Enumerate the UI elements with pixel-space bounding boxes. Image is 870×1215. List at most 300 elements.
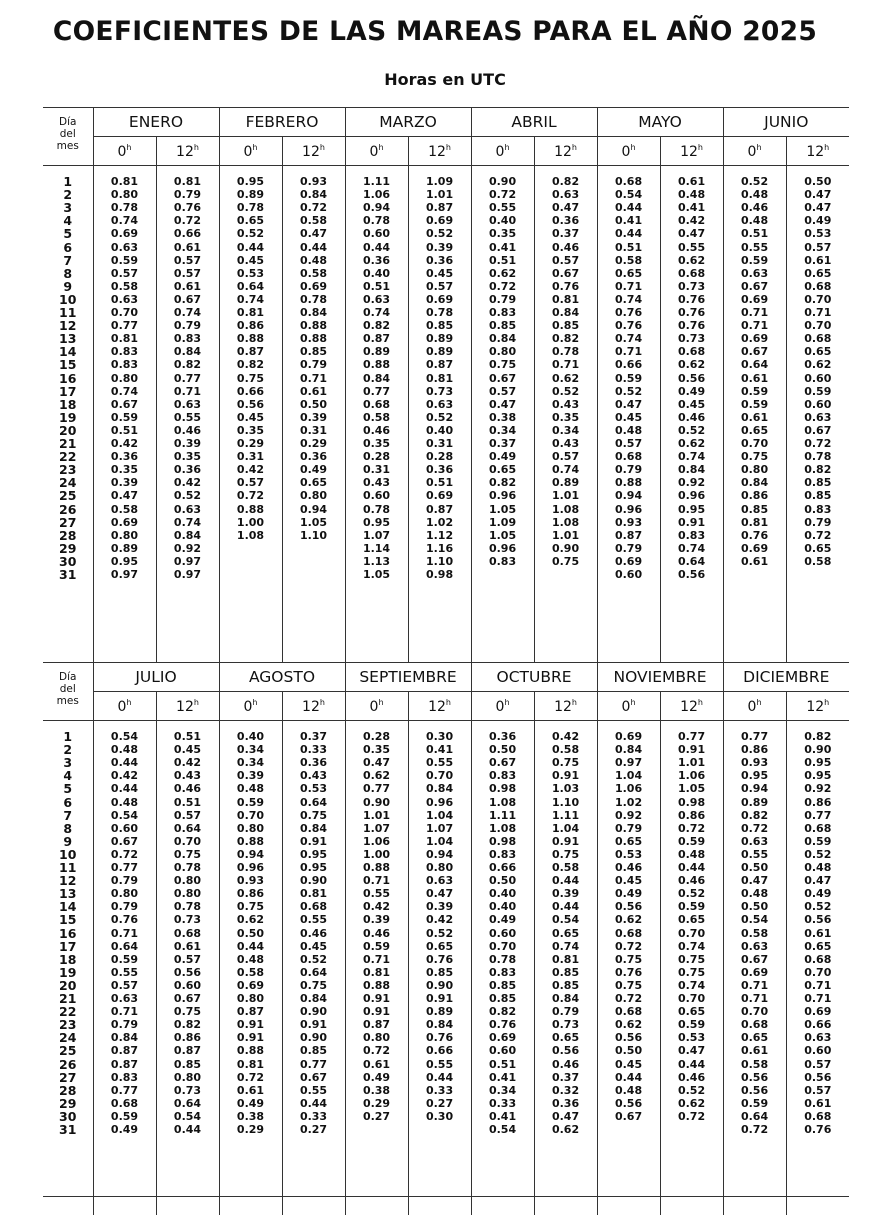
value-group <box>220 175 282 241</box>
value-group <box>94 175 156 241</box>
coef-value: 0.57 <box>535 254 597 267</box>
coef-value: 0.71 <box>787 306 850 319</box>
coef-value: 0.77 <box>787 809 850 822</box>
coef-value: 0.36 <box>409 254 471 267</box>
coef-value: 0.74 <box>94 385 156 398</box>
coef-value: 0.42 <box>346 900 408 913</box>
coef-value: 0.45 <box>220 411 282 424</box>
day-number: 16 <box>43 372 93 385</box>
coef-value: 0.72 <box>598 992 660 1005</box>
value-group <box>220 372 282 438</box>
coef-value <box>283 555 345 568</box>
coef-value: 0.69 <box>94 227 156 240</box>
hour-header <box>156 692 219 721</box>
value-group <box>346 992 408 1058</box>
coef-value: 0.48 <box>94 796 156 809</box>
day-number: 25 <box>43 489 93 502</box>
coef-value: 1.11 <box>535 809 597 822</box>
coef-value: 0.61 <box>787 1097 850 1110</box>
coef-value: 1.11 <box>472 809 534 822</box>
coef-value: 0.58 <box>94 503 156 516</box>
coef-value <box>598 1123 660 1136</box>
value-group <box>787 861 850 927</box>
coef-value: 0.68 <box>661 345 723 358</box>
coef-value: 0.68 <box>724 1018 786 1031</box>
coef-value: 0.91 <box>661 743 723 756</box>
hour-unit: h <box>446 698 451 707</box>
coef-value: 1.03 <box>535 782 597 795</box>
coef-value: 0.79 <box>598 463 660 476</box>
coef-value: 0.62 <box>346 769 408 782</box>
coef-12h-column <box>534 166 597 663</box>
coef-value: 0.76 <box>409 953 471 966</box>
coef-value: 0.76 <box>787 1123 850 1136</box>
coef-0h-column <box>345 721 408 1215</box>
coef-value: 1.10 <box>535 796 597 809</box>
value-group <box>283 437 345 503</box>
coef-value: 0.87 <box>346 332 408 345</box>
coef-value: 0.61 <box>346 1058 408 1071</box>
coef-value: 0.71 <box>346 953 408 966</box>
coef-value: 0.77 <box>346 782 408 795</box>
hour-header <box>219 692 282 721</box>
coef-value: 0.72 <box>724 1123 786 1136</box>
coef-value: 0.73 <box>661 280 723 293</box>
value-group <box>472 306 534 372</box>
coef-value: 0.69 <box>598 730 660 743</box>
coef-value: 0.77 <box>94 319 156 332</box>
coef-value: 0.82 <box>787 463 850 476</box>
coef-value: 0.52 <box>283 953 345 966</box>
coef-value: 0.59 <box>94 254 156 267</box>
coef-value: 0.44 <box>157 1123 219 1136</box>
coef-value: 0.84 <box>724 476 786 489</box>
coef-value: 0.73 <box>535 1018 597 1031</box>
coef-value: 0.57 <box>157 809 219 822</box>
coef-value: 0.47 <box>409 887 471 900</box>
hour-value: 0 <box>370 144 379 160</box>
coef-value: 0.98 <box>409 568 471 581</box>
coef-value <box>220 568 282 581</box>
coef-value: 0.75 <box>598 979 660 992</box>
coef-value: 0.50 <box>787 175 850 188</box>
day-number: 7 <box>43 254 93 267</box>
coef-value: 0.36 <box>283 450 345 463</box>
coef-value: 0.75 <box>157 848 219 861</box>
coef-value: 0.94 <box>346 201 408 214</box>
value-group <box>43 437 93 503</box>
value-group <box>724 175 786 241</box>
coef-value: 0.71 <box>598 345 660 358</box>
value-group <box>157 437 219 503</box>
coef-value: 0.40 <box>220 730 282 743</box>
coef-value: 0.60 <box>472 1044 534 1057</box>
coef-value: 0.69 <box>724 332 786 345</box>
value-group <box>283 796 345 862</box>
coef-value: 0.51 <box>94 424 156 437</box>
coef-value: 0.78 <box>220 201 282 214</box>
coef-value: 0.56 <box>787 1071 850 1084</box>
coef-value: 0.64 <box>220 280 282 293</box>
coef-value: 0.71 <box>724 992 786 1005</box>
value-group <box>661 503 723 569</box>
coef-value: 0.83 <box>94 358 156 371</box>
day-number: 20 <box>43 979 93 992</box>
coef-value: 0.59 <box>661 900 723 913</box>
hour-unit: h <box>698 698 703 707</box>
value-group <box>346 796 408 862</box>
coef-value: 0.47 <box>787 188 850 201</box>
coef-value: 0.51 <box>472 254 534 267</box>
coef-value: 0.71 <box>94 927 156 940</box>
value-group <box>43 1058 93 1124</box>
coef-value: 0.76 <box>598 966 660 979</box>
coef-value: 0.84 <box>283 306 345 319</box>
coef-value: 0.76 <box>94 913 156 926</box>
coef-value: 0.83 <box>94 1071 156 1084</box>
value-group <box>661 1058 723 1124</box>
coef-value: 0.40 <box>346 267 408 280</box>
page-subtitle: Horas en UTC <box>0 70 870 89</box>
coef-value: 0.65 <box>787 940 850 953</box>
value-group <box>346 372 408 438</box>
coef-value: 0.63 <box>94 241 156 254</box>
coef-value: 1.04 <box>409 835 471 848</box>
coef-value: 0.34 <box>472 424 534 437</box>
value-group <box>598 927 660 993</box>
coef-value: 0.49 <box>472 913 534 926</box>
coef-value: 0.67 <box>724 280 786 293</box>
coef-value: 0.61 <box>787 927 850 940</box>
day-number: 19 <box>43 966 93 979</box>
coef-value: 0.93 <box>220 874 282 887</box>
coef-value: 0.69 <box>724 542 786 555</box>
value-group <box>157 1058 219 1124</box>
value-group <box>283 730 345 796</box>
coef-value: 0.49 <box>661 385 723 398</box>
coef-value: 0.30 <box>409 730 471 743</box>
coef-value: 0.52 <box>724 175 786 188</box>
coef-value: 0.91 <box>535 769 597 782</box>
coef-value: 0.48 <box>94 743 156 756</box>
coef-value: 1.07 <box>346 529 408 542</box>
day-number: 3 <box>43 756 93 769</box>
coef-value: 0.62 <box>598 913 660 926</box>
coef-value: 0.94 <box>724 782 786 795</box>
coef-value: 0.77 <box>94 1084 156 1097</box>
coef-value <box>535 568 597 581</box>
coef-value: 0.94 <box>409 848 471 861</box>
day-number: 6 <box>43 241 93 254</box>
day-number: 6 <box>43 796 93 809</box>
value-group <box>535 1058 597 1124</box>
coef-value: 0.89 <box>409 332 471 345</box>
value-group <box>661 372 723 438</box>
coef-value: 0.69 <box>724 293 786 306</box>
value-group <box>283 568 345 634</box>
hour-header <box>723 692 786 721</box>
coef-value: 0.47 <box>535 201 597 214</box>
coef-value: 0.59 <box>724 1097 786 1110</box>
coef-value: 0.62 <box>472 267 534 280</box>
coef-value: 0.57 <box>157 267 219 280</box>
coef-value: 0.43 <box>535 437 597 450</box>
hour-header <box>660 692 723 721</box>
coef-value: 0.86 <box>787 796 850 809</box>
day-number: 18 <box>43 398 93 411</box>
coef-value: 0.56 <box>661 372 723 385</box>
coef-value: 0.47 <box>787 201 850 214</box>
coef-value: 0.93 <box>724 756 786 769</box>
coef-value: 1.08 <box>472 822 534 835</box>
coef-value: 0.72 <box>94 848 156 861</box>
coef-value: 0.59 <box>346 940 408 953</box>
coef-value: 0.69 <box>472 1031 534 1044</box>
day-number: 12 <box>43 874 93 887</box>
coef-value <box>472 568 534 581</box>
coef-value: 0.78 <box>535 345 597 358</box>
coef-value: 0.75 <box>472 358 534 371</box>
coef-value: 0.85 <box>787 476 850 489</box>
hour-value: 12 <box>554 144 572 160</box>
coef-value: 0.75 <box>157 1005 219 1018</box>
coef-value: 0.63 <box>94 293 156 306</box>
coef-value: 0.68 <box>787 1110 850 1123</box>
day-number: 17 <box>43 940 93 953</box>
coef-value: 0.84 <box>94 1031 156 1044</box>
day-number: 4 <box>43 769 93 782</box>
coef-value: 0.97 <box>94 568 156 581</box>
value-group <box>94 437 156 503</box>
coef-value: 0.46 <box>157 782 219 795</box>
coef-value: 0.54 <box>535 913 597 926</box>
day-number: 9 <box>43 280 93 293</box>
coef-value: 0.76 <box>661 293 723 306</box>
month-name: ENERO <box>93 108 219 137</box>
coef-value: 1.04 <box>535 822 597 835</box>
hour-value: 0 <box>244 144 253 160</box>
coef-value: 0.62 <box>598 1018 660 1031</box>
value-group <box>94 992 156 1058</box>
coef-value: 0.59 <box>94 1110 156 1123</box>
coef-value: 0.44 <box>346 241 408 254</box>
coef-value: 0.70 <box>472 940 534 953</box>
value-group <box>535 992 597 1058</box>
coef-value: 0.78 <box>787 450 850 463</box>
value-group <box>598 437 660 503</box>
coef-value: 0.58 <box>598 254 660 267</box>
coef-value: 0.39 <box>283 411 345 424</box>
coef-value: 0.65 <box>661 1005 723 1018</box>
coef-value: 0.81 <box>220 306 282 319</box>
coef-value: 1.10 <box>409 555 471 568</box>
coef-value: 0.57 <box>787 241 850 254</box>
coef-0h-column <box>345 166 408 663</box>
coef-value: 0.28 <box>409 450 471 463</box>
coef-value: 0.60 <box>472 927 534 940</box>
coef-value: 0.57 <box>472 385 534 398</box>
value-group <box>94 306 156 372</box>
day-number: 19 <box>43 411 93 424</box>
coef-value: 0.44 <box>661 861 723 874</box>
coef-value: 0.28 <box>346 730 408 743</box>
month-name: AGOSTO <box>219 663 345 692</box>
coef-value: 0.36 <box>472 730 534 743</box>
coef-value: 0.75 <box>220 372 282 385</box>
coef-value: 0.63 <box>409 874 471 887</box>
coef-value: 0.38 <box>346 1084 408 1097</box>
coef-value: 0.47 <box>535 1110 597 1123</box>
coef-value: 0.67 <box>724 345 786 358</box>
tides-body <box>43 108 849 1215</box>
value-group <box>43 372 93 438</box>
day-numbers <box>43 721 93 1215</box>
coef-value: 0.52 <box>157 489 219 502</box>
coef-value: 1.05 <box>346 568 408 581</box>
coef-value: 0.65 <box>535 927 597 940</box>
coef-value: 0.42 <box>661 214 723 227</box>
coef-value: 0.67 <box>598 1110 660 1123</box>
value-group <box>283 1123 345 1189</box>
value-group <box>157 796 219 862</box>
coef-value: 0.81 <box>346 966 408 979</box>
coef-value: 0.98 <box>472 835 534 848</box>
value-group <box>346 175 408 241</box>
coef-value: 0.45 <box>220 254 282 267</box>
value-group <box>598 730 660 796</box>
hour-unit: h <box>698 143 703 152</box>
coef-value: 0.42 <box>535 730 597 743</box>
values-row <box>43 721 849 1215</box>
value-group <box>535 730 597 796</box>
coef-value: 0.58 <box>220 966 282 979</box>
coef-value: 0.85 <box>472 992 534 1005</box>
value-group <box>283 372 345 438</box>
value-group <box>346 306 408 372</box>
coef-value: 0.84 <box>472 332 534 345</box>
coef-value: 1.08 <box>535 503 597 516</box>
value-group <box>157 730 219 796</box>
day-header-word: Día <box>43 116 93 128</box>
hour-unit: h <box>756 143 761 152</box>
value-group <box>346 730 408 796</box>
value-group <box>472 175 534 241</box>
day-number: 17 <box>43 385 93 398</box>
value-group <box>43 730 93 796</box>
coef-value: 0.52 <box>598 385 660 398</box>
coef-value: 0.88 <box>220 503 282 516</box>
value-group <box>220 796 282 862</box>
coef-value: 0.36 <box>409 463 471 476</box>
coef-value: 0.44 <box>283 241 345 254</box>
coef-value: 0.46 <box>724 201 786 214</box>
hour-value: 12 <box>680 144 698 160</box>
coef-value: 0.52 <box>535 385 597 398</box>
value-group <box>157 568 219 634</box>
coef-value: 0.65 <box>535 1031 597 1044</box>
coef-value: 0.62 <box>661 1097 723 1110</box>
value-group <box>535 861 597 927</box>
coef-value: 1.08 <box>472 796 534 809</box>
coef-value: 0.67 <box>94 835 156 848</box>
coef-value: 0.89 <box>409 345 471 358</box>
coef-value: 0.74 <box>661 940 723 953</box>
value-group <box>409 992 471 1058</box>
day-number: 26 <box>43 1058 93 1071</box>
coef-value: 0.92 <box>598 809 660 822</box>
coef-value: 0.64 <box>283 966 345 979</box>
coef-value: 0.72 <box>220 489 282 502</box>
day-number: 13 <box>43 332 93 345</box>
coef-value: 0.35 <box>472 227 534 240</box>
coef-value: 1.01 <box>346 809 408 822</box>
coef-value: 0.46 <box>346 927 408 940</box>
coef-value: 0.53 <box>283 782 345 795</box>
coef-value: 1.00 <box>346 848 408 861</box>
coef-value: 0.32 <box>535 1084 597 1097</box>
coef-value: 0.87 <box>346 1018 408 1031</box>
value-group <box>661 1123 723 1189</box>
day-number: 2 <box>43 188 93 201</box>
value-group <box>472 1123 534 1189</box>
month-header-row <box>43 108 849 137</box>
coef-value: 0.55 <box>283 1084 345 1097</box>
coef-value: 0.74 <box>598 293 660 306</box>
coef-value: 0.78 <box>283 293 345 306</box>
coef-value: 0.47 <box>661 227 723 240</box>
coef-value: 0.44 <box>283 1097 345 1110</box>
coef-value: 0.53 <box>598 848 660 861</box>
coef-value: 0.88 <box>283 319 345 332</box>
coef-value: 0.67 <box>157 293 219 306</box>
hour-unit: h <box>756 698 761 707</box>
coef-value: 0.45 <box>598 411 660 424</box>
coef-value: 0.52 <box>661 424 723 437</box>
coef-value: 0.63 <box>94 992 156 1005</box>
coef-value: 0.44 <box>661 1058 723 1071</box>
coef-value: 0.44 <box>598 227 660 240</box>
coef-value: 0.41 <box>598 214 660 227</box>
value-group <box>94 372 156 438</box>
coef-value: 0.78 <box>346 214 408 227</box>
coef-value: 0.91 <box>220 1018 282 1031</box>
coef-value: 0.46 <box>661 874 723 887</box>
coef-value: 0.70 <box>409 769 471 782</box>
coef-value: 0.70 <box>787 293 850 306</box>
hour-value: 12 <box>428 699 446 715</box>
coef-value: 0.79 <box>535 1005 597 1018</box>
coef-value: 0.59 <box>661 835 723 848</box>
coef-value: 0.59 <box>787 835 850 848</box>
coef-value: 0.88 <box>220 332 282 345</box>
hour-header <box>219 137 282 166</box>
coef-value: 0.49 <box>787 214 850 227</box>
value-group <box>409 175 471 241</box>
coef-value: 0.89 <box>94 542 156 555</box>
coef-value: 0.40 <box>409 424 471 437</box>
coef-value: 0.91 <box>409 992 471 1005</box>
coef-value: 0.70 <box>661 992 723 1005</box>
coef-value: 0.47 <box>472 398 534 411</box>
coef-value: 0.80 <box>346 1031 408 1044</box>
coef-value: 0.71 <box>535 358 597 371</box>
coef-value: 0.68 <box>598 450 660 463</box>
coef-value: 0.80 <box>94 188 156 201</box>
coef-value: 0.61 <box>157 940 219 953</box>
coef-value: 1.16 <box>409 542 471 555</box>
coef-value: 0.46 <box>598 861 660 874</box>
value-group <box>535 796 597 862</box>
